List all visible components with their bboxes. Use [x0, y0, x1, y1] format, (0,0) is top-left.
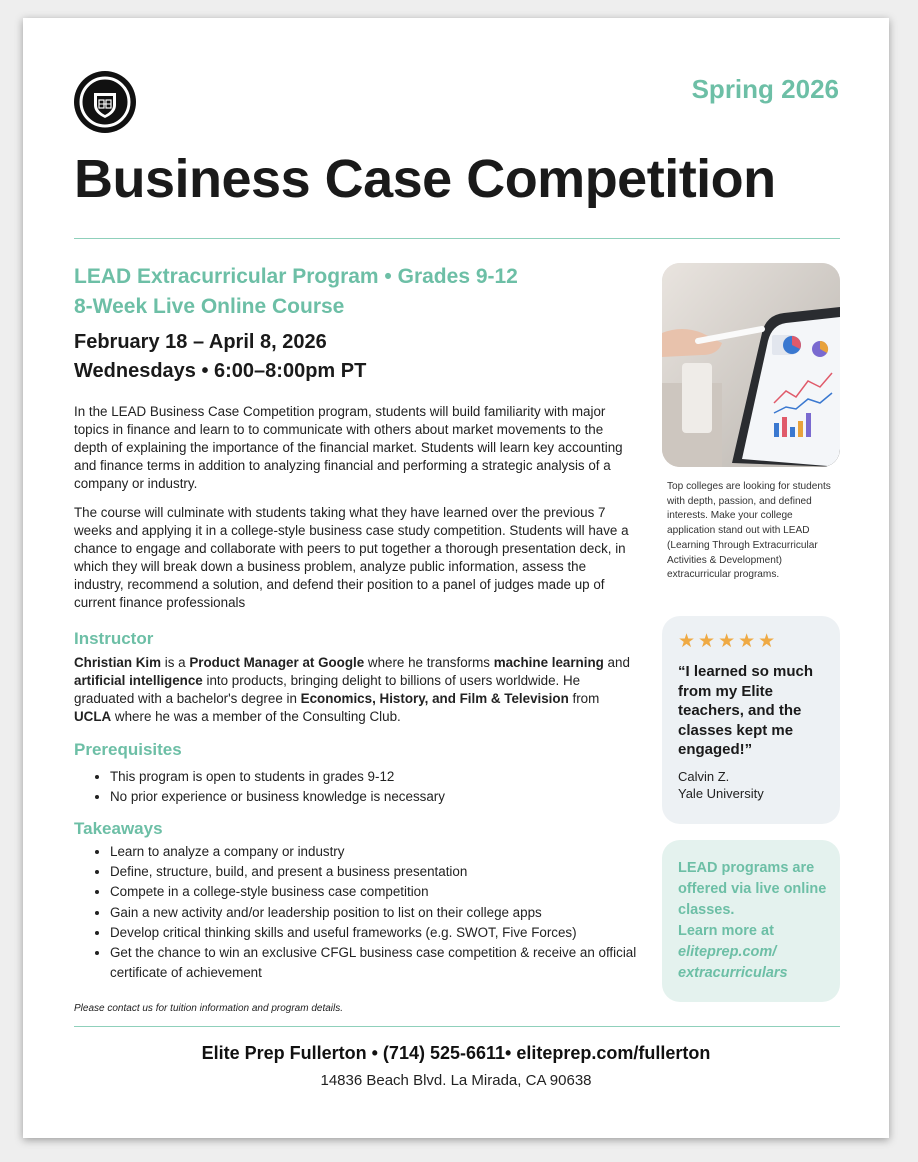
list-item: • Get the chance to win an exclusive CFGL business case competition & receive an official certificate of achievement [110, 943, 670, 983]
intro-paragraph-2: The course will culminate with students taking what they have learned over the previous 7 weeks and applying it in a college-style business case study competition. Students will have a chance to engage and collaborate with peers to put together a thorough presentation deck, in which they will break down a business problem, analyze public information, assess the industry, recommend a solution, and defend their position to a panel of judges made up of current finance professionals [74, 505, 629, 610]
program-dates [74, 328, 366, 386]
date-range: February 18 – April 8, 2026 [74, 331, 327, 353]
program-format: 8-Week Live Online Course [74, 295, 345, 318]
list-item: • Compete in a college-style business case competition [110, 882, 670, 902]
flyer-page [23, 18, 889, 1138]
instructor-bio: Christian Kim is a Product Manager at Google where he transforms machine learning and artificial intelligence into products, bringing delight to billions of users worldwide. He graduated with a bachelor's degree in Economics, History, and Film & Television from UCLA where he was a member of the Consulting Club. [74, 655, 630, 724]
tuition-note: Please contact us for tuition information and program details. [74, 1003, 344, 1014]
promo-message: LEAD programs are offered via live online classes. [678, 860, 827, 918]
program-type: LEAD Extracurricular Program • Grades 9-12 [74, 265, 518, 288]
photo-caption: Top colleges are looking for students with depth, passion, and defined interests. Make your college application stand out with LEAD (Learning Through Extracurricular Activities & Development) extracurricular programs. [667, 481, 831, 581]
list-item: • This program is open to students in grades 9-12 [110, 767, 670, 787]
testimonial-quote: “I learned so much from my Elite teachers, and the classes kept me engaged!” [678, 663, 814, 758]
footer-contact: Elite Prep Fullerton • (714) 525-6611• eliteprep.com/fullerton [201, 1043, 711, 1063]
list-item: • Define, structure, build, and present a business presentation [110, 862, 670, 882]
promo-text [678, 858, 838, 984]
testimonial-card [662, 616, 840, 824]
footer-address: 14836 Beach Blvd. La Mirada, CA 90638 [320, 1072, 592, 1089]
intro-paragraph-1: In the LEAD Business Case Competition program, students will build familiarity with major topics in finance and learn to to communicate with others about market movements to the depth of explaining the importance of the financial market. Students will learn key accounting and finance terms in addition to analyzing financial and performing a strategic analysis of a company or industry. [74, 404, 623, 491]
tablet-chart-photo [662, 263, 840, 467]
class-schedule: Wednesdays • 6:00–8:00pm PT [74, 360, 367, 382]
instructor-name: Christian Kim [74, 655, 162, 670]
list-item: • Learn to analyze a company or industry [110, 842, 670, 862]
elite-prep-shield-logo [74, 71, 136, 133]
online-classes-card [662, 840, 840, 1002]
season-label: Spring 2026 [691, 74, 839, 104]
program-subheading [74, 262, 518, 322]
page-title: Business Case Competition [74, 149, 776, 209]
star-rating-icon: ★★★★★ [678, 631, 779, 652]
author-name: Calvin Z. [678, 769, 730, 784]
list-item: • Develop critical thinking skills and useful frameworks (e.g. SWOT, Five Forces) [110, 923, 670, 943]
author-school: Yale University [678, 786, 764, 801]
list-item: • Gain a new activity and/or leadership position to list on their college apps [110, 903, 670, 923]
promo-learn-more: Learn more at [678, 923, 774, 939]
footer-divider [74, 1026, 840, 1027]
takeaways-heading: Takeaways [74, 819, 163, 838]
header-divider [74, 238, 840, 239]
takeaways-list [74, 842, 670, 983]
extracurriculars-link[interactable]: eliteprep.com/ extracurriculars [678, 944, 788, 981]
instructor-heading: Instructor [74, 629, 154, 648]
prerequisites-heading: Prerequisites [74, 740, 182, 759]
prerequisites-list [74, 767, 670, 807]
testimonial-author [678, 768, 833, 802]
list-item: • No prior experience or business knowledge is necessary [110, 787, 670, 807]
